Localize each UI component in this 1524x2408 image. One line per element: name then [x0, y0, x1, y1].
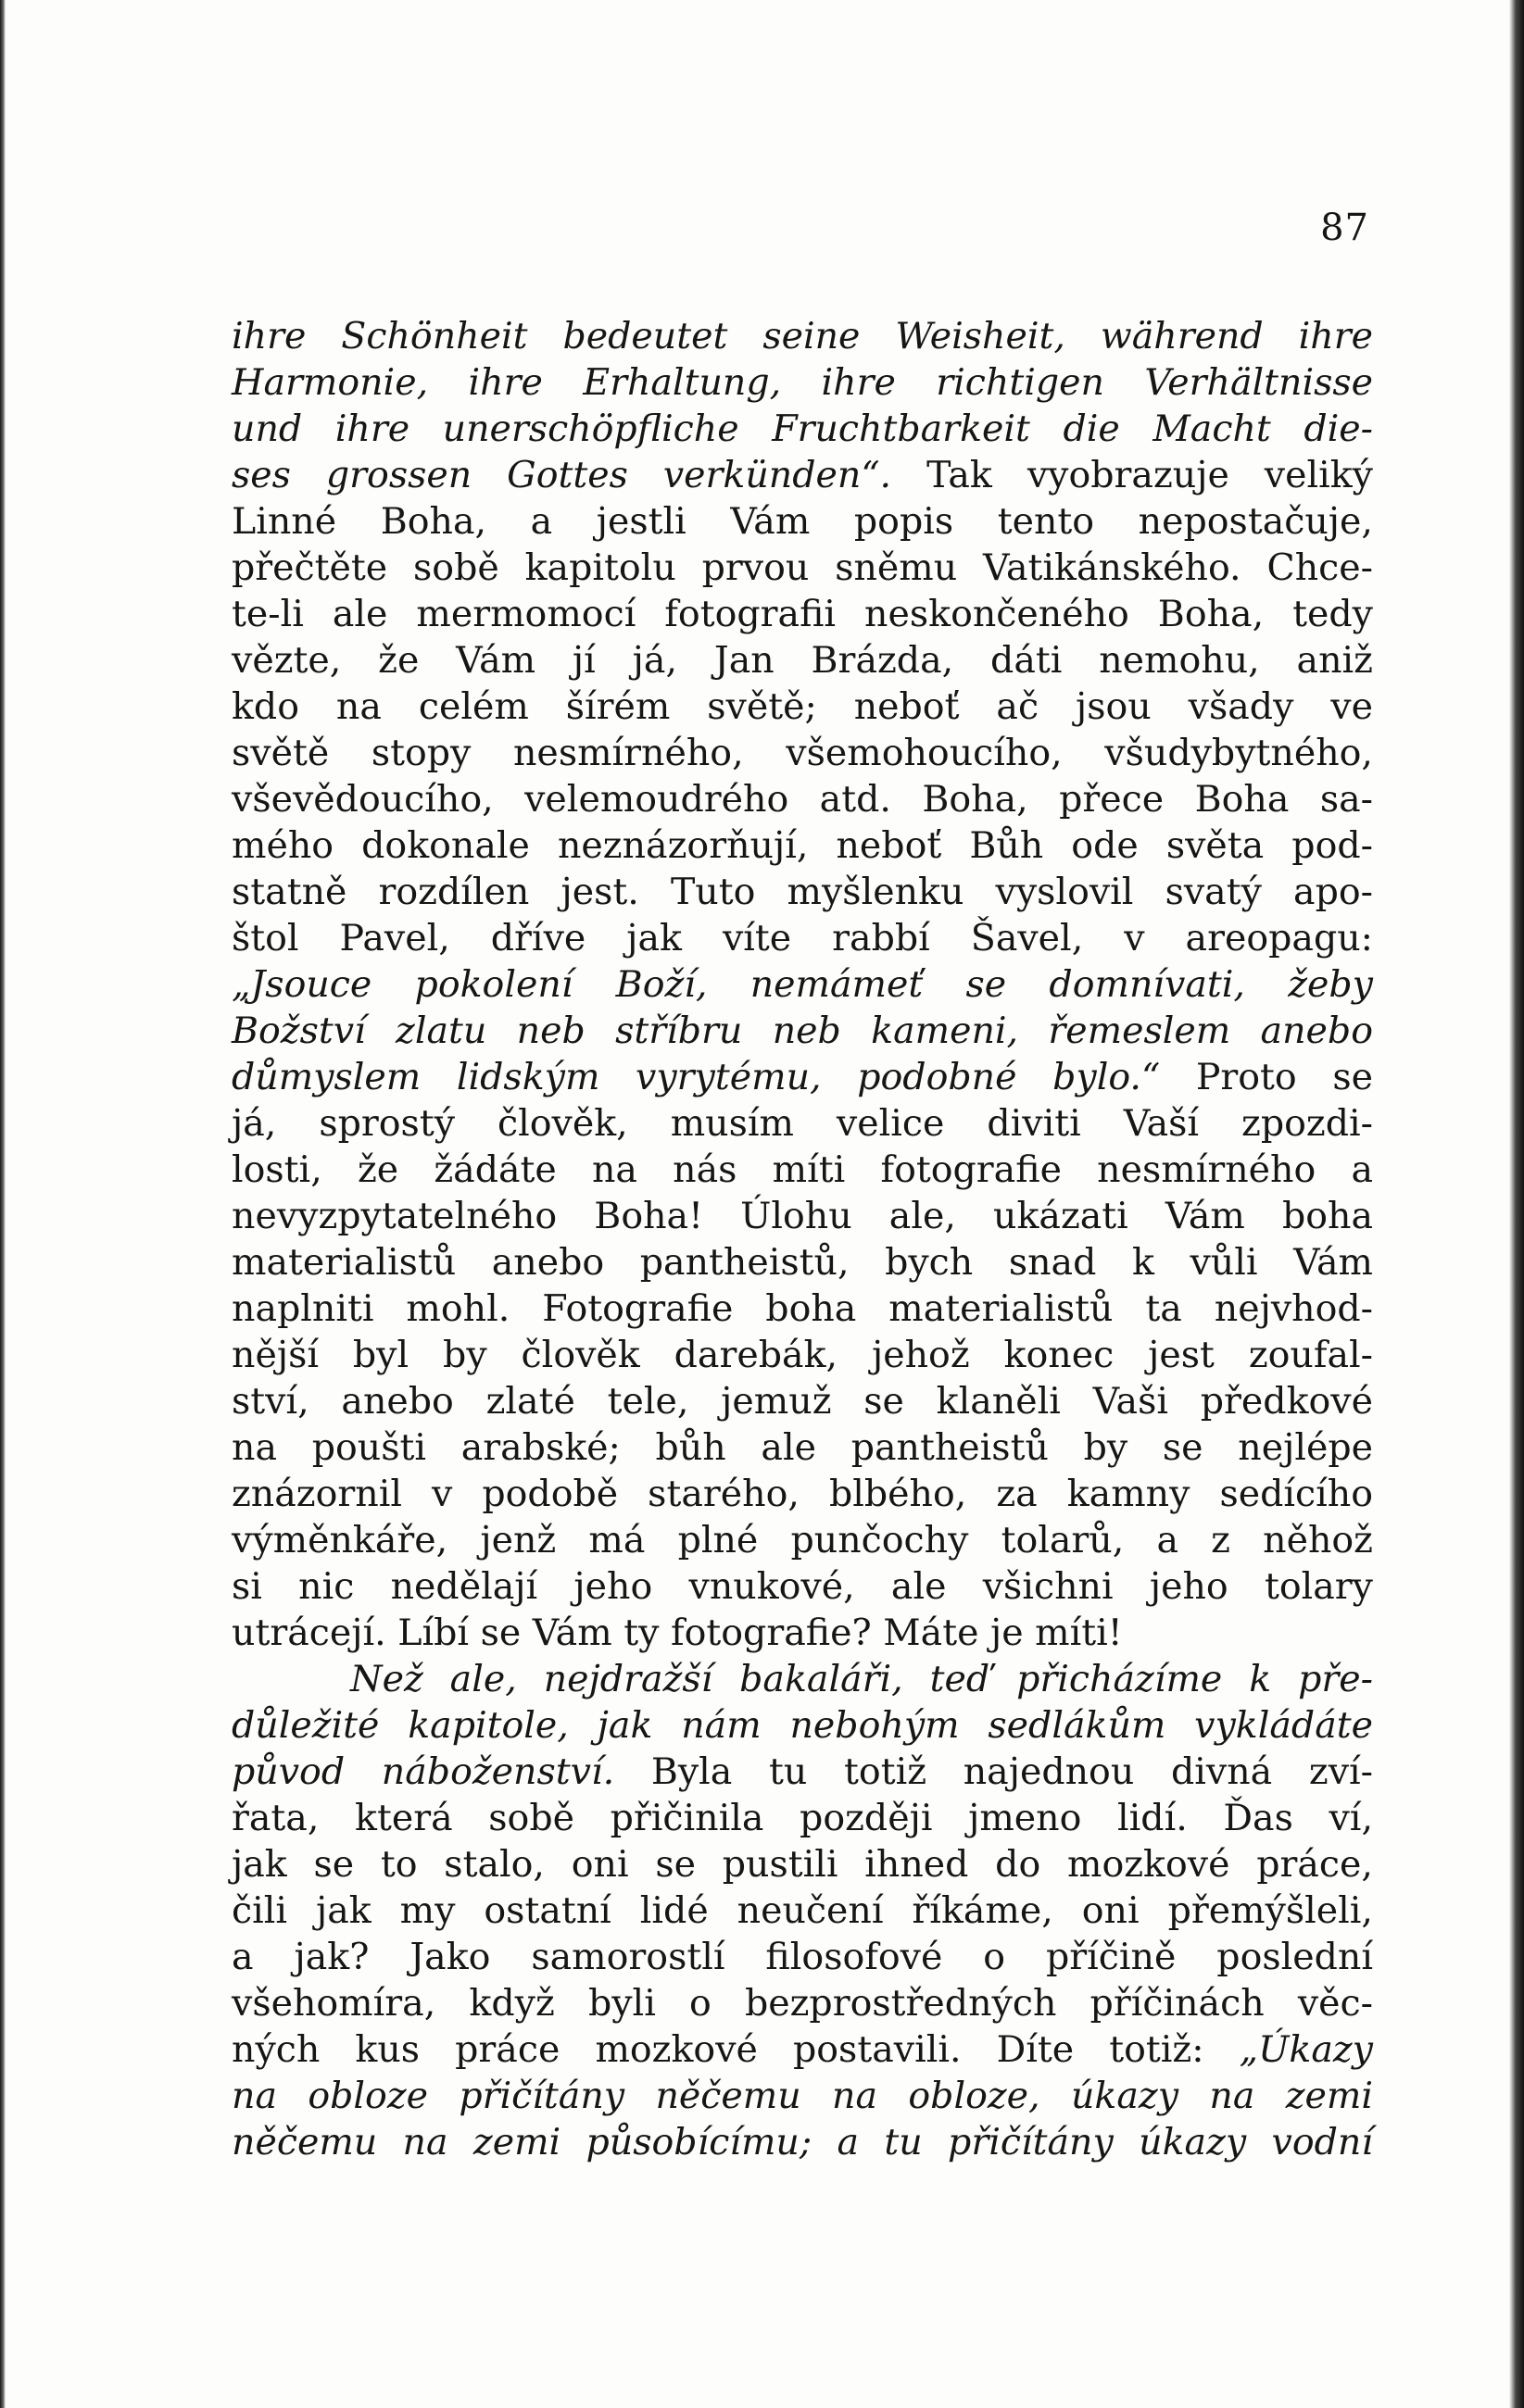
- text-segment: utrácejí. Líbí se Vám ty fotografie? Máte je míti!: [232, 1612, 1123, 1654]
- text-line: [232, 1980, 1373, 2026]
- text-segment: ství, anebo zlaté tele, jemuž se klaněli Vaši předkové: [232, 1380, 1373, 1423]
- text-line: [232, 452, 1373, 498]
- text-line: [232, 776, 1373, 822]
- text-line: [232, 1239, 1373, 1286]
- text-line: [232, 1286, 1373, 1332]
- italic-text: Božství zlatu neb stříbru neb kameni, řemeslem anebo: [232, 1010, 1373, 1052]
- text-line: [232, 591, 1373, 637]
- text-line: [232, 2073, 1373, 2119]
- text-line: [232, 1424, 1373, 1471]
- text-segment: všehomíra, když byli o bezprostředných příčinách věc-: [232, 1982, 1373, 2025]
- page-number: 87: [1320, 207, 1369, 249]
- text-segment: Byla tu totiž najednou divná zví-: [614, 1750, 1373, 1793]
- text-line: [232, 1841, 1373, 1888]
- italic-text: ses grossen Gottes verkünden“.: [232, 454, 892, 496]
- italic-text: „Jsouce pokolení Boží, nemámeť se domnívati, žeby: [232, 963, 1373, 1006]
- text-line: [232, 1749, 1373, 1795]
- text-segment: losti, že žádáte na nás míti fotografie nesmírného a: [232, 1148, 1373, 1191]
- text-segment: přečtěte sobě kapitolu prvou sněmu Vatikánského. Chce-: [232, 546, 1373, 589]
- text-line: [232, 2026, 1373, 2073]
- text-line: [232, 1008, 1373, 1054]
- text-segment: výměnkáře, jenž má plné punčochy tolarů, a z něhož: [232, 1519, 1373, 1561]
- text-line: [232, 1934, 1373, 1980]
- text-line: [232, 961, 1373, 1008]
- text-segment: Proto se: [1160, 1056, 1373, 1098]
- italic-text: und ihre unerschöpfliche Fruchtbarkeit die Macht die-: [232, 408, 1373, 450]
- text-segment: si nic nedělají jeho vnukové, ale všichni jeho tolary: [232, 1565, 1373, 1608]
- text-line: [232, 822, 1373, 869]
- italic-text: ihre Schönheit bedeutet seine Weisheit, während ihre: [232, 315, 1373, 357]
- text-segment: statně rozdílen jest. Tuto myšlenku vyslovil svatý apo-: [232, 871, 1373, 913]
- text-line: [232, 1888, 1373, 1934]
- text-segment: znázornil v podobě starého, blbého, za kamny sedícího: [232, 1473, 1373, 1515]
- text-line: [232, 730, 1373, 776]
- text-line: [232, 313, 1373, 359]
- italic-text: na obloze přičítány něčemu na obloze, úkazy na zemi: [232, 2075, 1373, 2117]
- scan-edge-left: [0, 0, 6, 2408]
- italic-text: „Úkazy: [1239, 2028, 1373, 2071]
- text-segment: nější byl by člověk darebák, jehož konec jest zoufal-: [232, 1334, 1373, 1376]
- text-line: [232, 359, 1373, 406]
- body-text: [232, 313, 1373, 2165]
- text-segment: světě stopy nesmírného, všemohoucího, všudybytného,: [232, 732, 1373, 774]
- text-line: [232, 1193, 1373, 1239]
- text-segment: a jak? Jako samorostlí filosofové o příčině poslední: [232, 1936, 1373, 1978]
- italic-text: důležité kapitole, jak nám nebohým sedlákům vykládáte: [232, 1704, 1373, 1747]
- text-segment: te-li ale mermomocí fotografii neskončeného Boha, tedy: [232, 593, 1373, 635]
- text-line: [232, 1702, 1373, 1749]
- italic-text: původ náboženství.: [232, 1750, 615, 1793]
- text-segment: Linné Boha, a jestli Vám popis tento nepostačuje,: [232, 500, 1373, 543]
- text-segment: ných kus práce mozkové postavili. Díte totiž:: [232, 2028, 1240, 2071]
- text-line: [232, 2119, 1373, 2165]
- text-line: [232, 1517, 1373, 1563]
- text-line: [232, 1563, 1373, 1610]
- text-segment: Tak vyobrazuje veliký: [891, 454, 1373, 496]
- text-line: [232, 637, 1373, 684]
- italic-text: Harmonie, ihre Erhaltung, ihre richtigen Verhältnisse: [232, 361, 1373, 404]
- text-line: [232, 1100, 1373, 1147]
- text-line: [232, 498, 1373, 545]
- text-line: [232, 1147, 1373, 1193]
- text-line: [232, 1795, 1373, 1841]
- text-segment: naplniti mohl. Fotografie boha materialistů ta nejvhod-: [232, 1287, 1373, 1330]
- text-line: [232, 1471, 1373, 1517]
- text-line: [232, 1656, 1373, 1702]
- text-line: [232, 1610, 1373, 1656]
- text-segment: nevyzpytatelného Boha! Úlohu ale, ukázati Vám boha: [232, 1195, 1373, 1237]
- text-line: [232, 1332, 1373, 1378]
- text-segment: kdo na celém šírém světě; neboť ač jsou všady ve: [232, 685, 1373, 728]
- scan-edge-right: [1509, 0, 1524, 2408]
- text-segment: na poušti arabské; bůh ale pantheistů by se nejlépe: [232, 1426, 1373, 1469]
- text-segment: štol Pavel, dříve jak víte rabbí Šavel, v areopagu:: [232, 917, 1373, 959]
- text-segment: vězte, že Vám jí já, Jan Brázda, dáti nemohu, aniž: [232, 639, 1373, 682]
- italic-text: důmyslem lidským vyrytému, podobné bylo.“: [232, 1056, 1161, 1098]
- italic-text: něčemu na zemi působícímu; a tu přičítány úkazy vodní: [232, 2121, 1373, 2163]
- text-line: [232, 1378, 1373, 1424]
- text-segment: jak se to stalo, oni se pustili ihned do mozkové práce,: [232, 1843, 1373, 1886]
- text-segment: čili jak my ostatní lidé neučení říkáme, oni přemýšleli,: [232, 1889, 1373, 1932]
- text-segment: já, sprostý člověk, musím velice diviti Vaší zpozdi-: [232, 1102, 1373, 1145]
- text-line: [232, 869, 1373, 915]
- text-segment: mého dokonale neznázorňují, neboť Bůh ode světa pod-: [232, 824, 1373, 867]
- text-line: [232, 915, 1373, 961]
- text-segment: materialistů anebo pantheistů, bych snad k vůli Vám: [232, 1241, 1373, 1284]
- text-line: [232, 545, 1373, 591]
- text-segment: vševědoucího, velemoudrého atd. Boha, přece Boha sa-: [232, 778, 1373, 821]
- text-segment: řata, která sobě přičinila později jmeno lidí. Ďas ví,: [232, 1797, 1373, 1839]
- italic-text: Než ale, nejdražší bakaláři, teď přicházíme k pře-: [350, 1658, 1373, 1700]
- text-line: [232, 684, 1373, 730]
- text-line: [232, 406, 1373, 452]
- text-line: [232, 1054, 1373, 1100]
